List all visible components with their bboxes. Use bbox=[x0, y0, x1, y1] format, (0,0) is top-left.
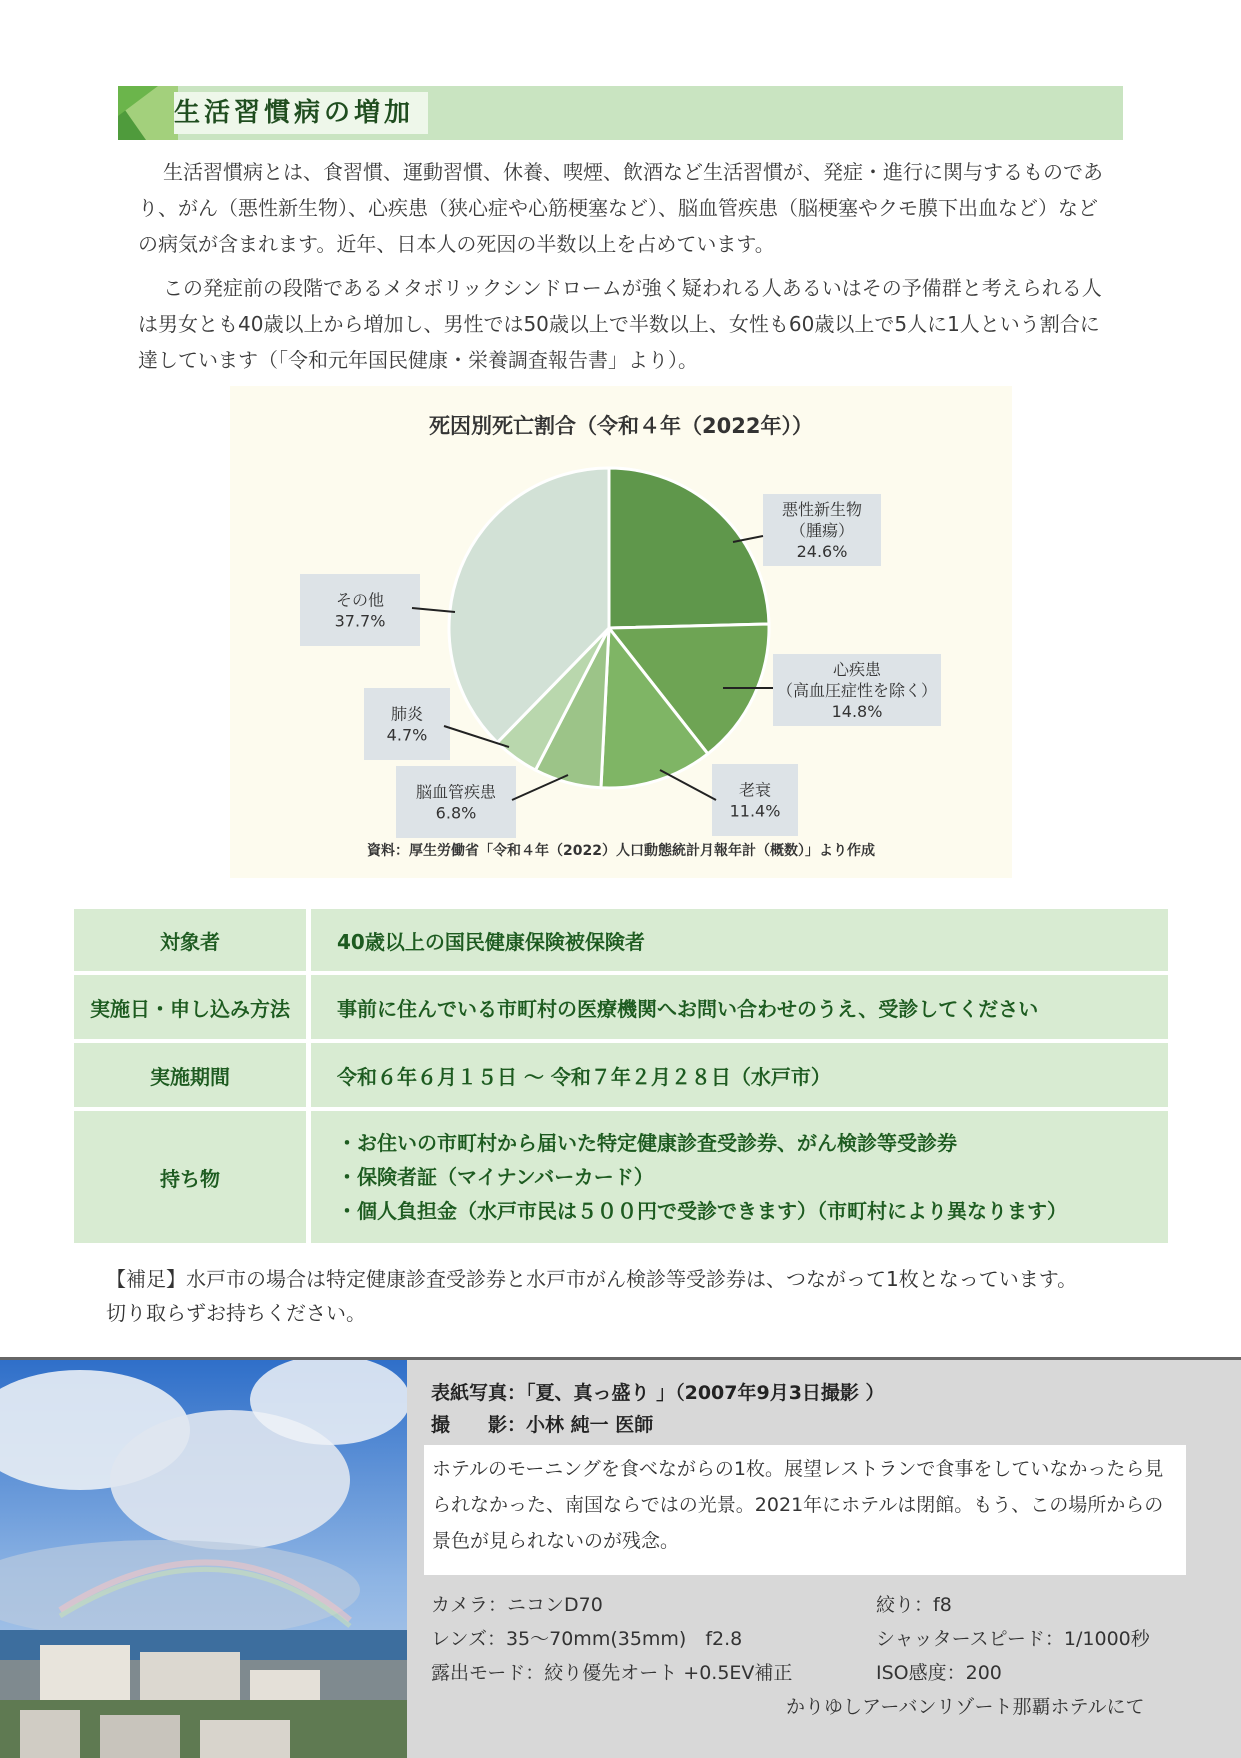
slice-category-label: 悪性新生物 bbox=[781, 500, 863, 519]
slice-value-label: 4.7% bbox=[386, 725, 428, 745]
item-line: ・保険者証（マイナンバーカード） bbox=[337, 1165, 654, 1189]
spec-aperture: 絞り：f8 bbox=[876, 1594, 952, 1616]
cover-description-box bbox=[424, 1445, 1186, 1575]
item-line: ・お住いの市町村から届いた特定健康診査受診券、がん検診等受診券 bbox=[337, 1131, 957, 1155]
checkup-info-table bbox=[74, 905, 1168, 1247]
spec-shutter: シャッタースピード：1/1000秒 bbox=[876, 1628, 1150, 1650]
slice-category-label: （高血圧症性を除く） bbox=[776, 681, 938, 700]
slice-category-label: 肺炎 bbox=[390, 704, 424, 724]
slice-value-label: 24.6% bbox=[796, 542, 848, 561]
slice-label-box bbox=[300, 574, 420, 646]
slice-value-label: 6.8% bbox=[435, 803, 477, 823]
header-decoration bbox=[118, 86, 178, 140]
note-line: 切り取らずお持ちください。 bbox=[106, 1301, 366, 1325]
supplement-note bbox=[106, 1262, 1166, 1330]
row-head-items: 持ち物 bbox=[74, 1111, 311, 1243]
slice-value-label: 37.7% bbox=[334, 611, 386, 631]
chart-source: 資料：厚生労働省「令和４年（2022）人口動態統計月報年計（概数）」より作成 bbox=[367, 843, 875, 859]
slice-value-label: 14.8% bbox=[831, 702, 883, 721]
slice-value-label: 11.4% bbox=[729, 801, 781, 821]
row-head-period: 実施期間 bbox=[74, 1043, 311, 1107]
spec-exposure-mode: 露出モード：絞り優先オート +0.5EV補正 bbox=[431, 1662, 793, 1684]
slice-leader-line bbox=[660, 770, 716, 800]
spec-camera: カメラ：ニコンD70 bbox=[431, 1594, 603, 1616]
row-value-period: 令和６年６月１５日 〜 令和７年２月２８日（水戸市） bbox=[311, 1043, 1168, 1107]
table-row bbox=[74, 975, 1168, 1039]
row-head-method: 実施日・申し込み方法 bbox=[74, 975, 311, 1039]
slice-category-label: 心疾患 bbox=[832, 660, 882, 679]
cover-photographer: 撮 影：小林 純一 医師 bbox=[431, 1414, 654, 1436]
table-row bbox=[74, 909, 1168, 971]
section-title-box bbox=[174, 92, 428, 134]
row-head-target: 対象者 bbox=[74, 909, 311, 971]
slice-category-label: 老衰 bbox=[738, 780, 772, 800]
cover-description: ホテルのモーニングを食べながらの1枚。展望レストランで食事をしていなかったら見られなかった、南国ならではの光景。2021年にホテルは閉館。もう、この場所からの景色が見られないのが残念。 bbox=[432, 1458, 1164, 1552]
chart-title: 死因別死亡割合（令和４年（2022年）） bbox=[429, 414, 813, 438]
pie-chart bbox=[230, 386, 1012, 878]
slice-label-box bbox=[396, 766, 516, 838]
cover-photo-section bbox=[0, 1357, 1241, 1758]
table-row bbox=[74, 1111, 1168, 1243]
slice-leader-line bbox=[512, 775, 568, 800]
intro-paragraph-2: この発症前の段階であるメタボリックシンドロームが強く疑われる人あるいはその予備群と考えられる人は男女とも40歳以上から増加し、男性では50歳以上で半数以上、女性も60歳以上で5人に1人という割合に達しています（「令和元年国民健康・栄養調査報告書」より）。 bbox=[138, 276, 1102, 372]
pie-slice bbox=[609, 468, 769, 628]
slice-category-label: その他 bbox=[335, 590, 385, 610]
row-value-target: 40歳以上の国民健康保険被保険者 bbox=[311, 909, 1168, 971]
item-line: ・個人負担金（水戸市民は５００円で受診できます）（市町村により異なります） bbox=[337, 1199, 1067, 1223]
spec-iso: ISO感度：200 bbox=[876, 1662, 1002, 1684]
cover-title: 表紙写真：「夏、真っ盛り 」（2007年9月3日撮影 ） bbox=[431, 1382, 885, 1404]
row-value-items bbox=[311, 1111, 1168, 1243]
section-header bbox=[118, 86, 1123, 140]
note-line: 【補足】水戸市の場合は特定健康診査受診券と水戸市がん検診等受診券は、つながって1枚となっています。 bbox=[106, 1267, 1078, 1291]
spec-location: かりゆしアーバンリゾート那覇ホテルにて bbox=[786, 1696, 1145, 1718]
table-row bbox=[74, 1043, 1168, 1107]
section-title: 生活習慣病の増加 bbox=[174, 98, 415, 128]
slice-label-box bbox=[364, 688, 450, 760]
row-value-method: 事前に住んでいる市町村の医療機関へお問い合わせのうえ、受診してください bbox=[311, 975, 1168, 1039]
cover-photo bbox=[0, 1360, 407, 1758]
slice-label-box bbox=[712, 764, 798, 836]
slice-category-label: （腫瘍） bbox=[789, 521, 855, 540]
pie-chart-panel bbox=[230, 386, 1012, 878]
slice-category-label: 脳血管疾患 bbox=[415, 782, 497, 802]
spec-lens: レンズ：35〜70mm(35mm) f2.8 bbox=[431, 1628, 743, 1650]
intro-paragraph-1: 生活習慣病とは、食習慣、運動習慣、休養、喫煙、飲酒など生活習慣が、発症・進行に関与するものであり、がん（悪性新生物）、心疾患（狭心症や心筋梗塞など）、脳血管疾患（脳梗塞やクモ膜下出血など）などの病気が含まれます。近年、日本人の死因の半数以上を占めています。 bbox=[138, 160, 1103, 256]
